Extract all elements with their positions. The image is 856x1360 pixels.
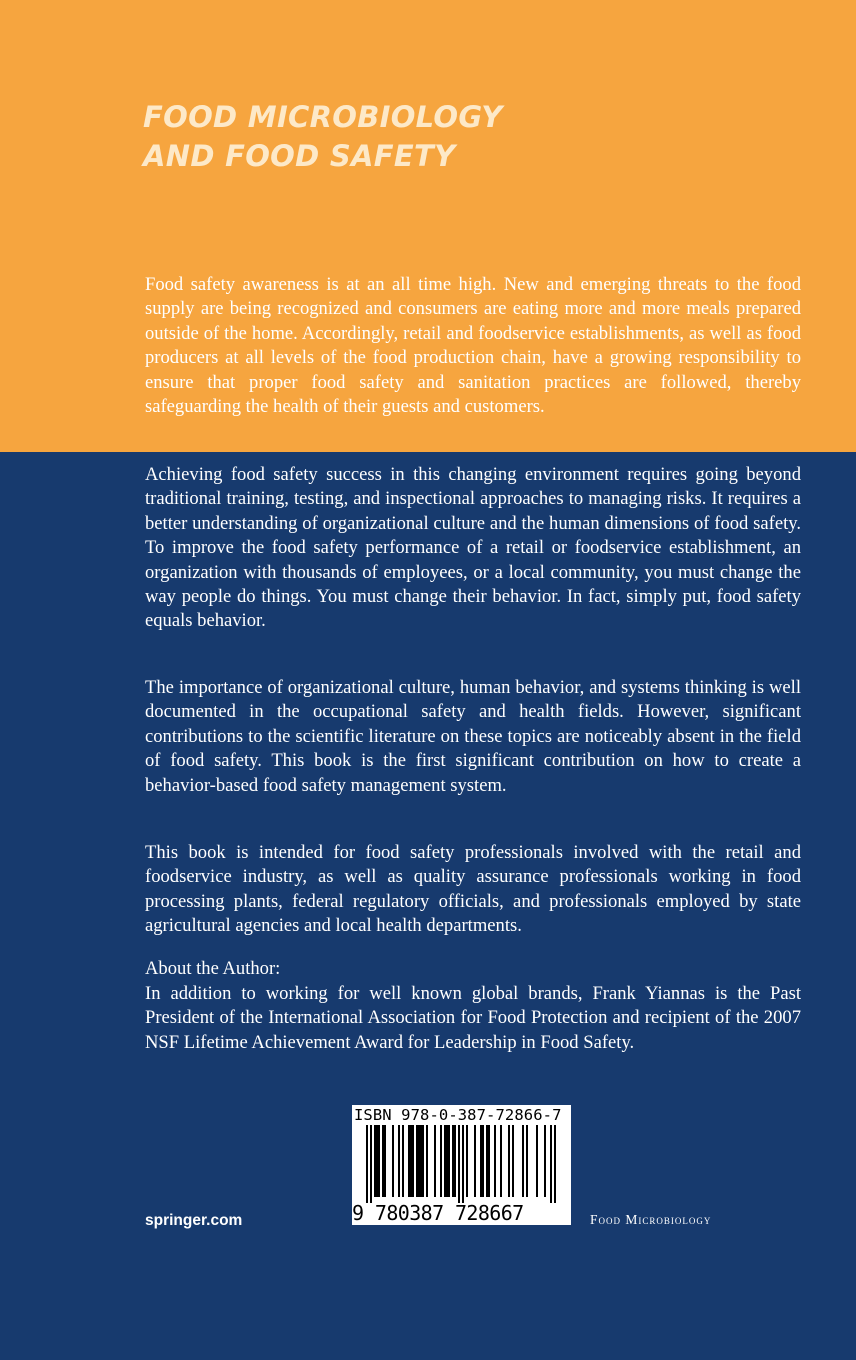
barcode-bar [408,1125,410,1197]
barcode-bar [550,1125,552,1203]
blurb-paragraph-4: This book is intended for food safety professionals involved with the retail and foodservice industry, as well as quality assurance professionals working in food processing plants, federal regulatory officials, and professionals employed by state agricultural agencies and local health departments. [145,842,801,937]
barcode-bar [378,1125,380,1197]
barcode-bar [482,1125,484,1197]
barcode-bar [420,1125,422,1197]
barcode-bar [536,1125,538,1197]
barcode-bar [416,1125,418,1197]
blurb-paragraph-2: Achieving food safety success in this changing environment requires going beyond traditional training, testing, and inspectional approaches to managing risks. It requires a better understanding of organizational culture and the human dimensions of food safety. To improve the food safety performance of a retail or foodservice establishment, an organization with thousands of employees, or a local community, you must change the way people do things. You must change their behavior. In fact, simply put, food safety equals behavior. [145,464,801,632]
barcode-bar [382,1125,384,1197]
barcode-bar [370,1125,372,1203]
barcode-bar [486,1125,488,1197]
about-author-heading: About the Author: [145,958,281,979]
barcode-bar [402,1125,404,1197]
barcode-bar [554,1125,556,1203]
barcode-bar [462,1125,464,1203]
barcode-bar [392,1125,394,1197]
barcode-bar [444,1125,446,1197]
barcode-bar [446,1125,448,1197]
barcode-bar [512,1125,514,1197]
ean-number: 9 780387 728667 [352,1201,524,1225]
barcode-bar [454,1125,456,1197]
blurb-paragraph-1: Food safety awareness is at an all time high. New and emerging threats to the food supply are being recognized and consumers are eating more and more meals prepared outside of the home. Accordingly, retail and foodservice establishments, as well as food producers at all levels of the food production chain, have a growing responsibility to ensure that proper food safety and sanitation practices are followed, thereby safeguarding the health of their guests and customers. [145,274,801,418]
barcode-bar [410,1125,412,1197]
series-title-line-2: AND FOOD SAFETY [143,139,456,173]
barcode-bar [398,1125,400,1197]
barcode-bar [374,1125,376,1197]
publisher-url[interactable]: springer.com [145,1212,243,1229]
series-title [143,98,503,176]
series-label: Food Microbiology [590,1212,712,1227]
barcode-bar [488,1125,490,1197]
barcode-bar [500,1125,502,1197]
barcode-bar [434,1125,436,1197]
barcode-bar [480,1125,482,1197]
barcode-bar [418,1125,420,1197]
barcode-bar [426,1125,428,1197]
barcode-bar [376,1125,378,1197]
barcode-bar [526,1125,528,1197]
barcode-bar [474,1125,476,1197]
barcode-bar [366,1125,368,1203]
isbn-label: ISBN 978-0-387-72866-7 [354,1106,562,1124]
barcode-bar [522,1125,524,1197]
barcode-bar [508,1125,510,1197]
barcode-bar [458,1125,460,1203]
isbn-barcode [352,1105,571,1225]
barcode-bars [352,1125,571,1203]
barcode-bar [384,1125,386,1197]
about-author-body: In addition to working for well known global brands, Frank Yiannas is the Past President of the International Association for Food Protection and recipient of the 2007 NSF Lifetime Achievement Award for Leadership in Food Safety. [145,983,801,1053]
blurb-paragraph-3: The importance of organizational culture, human behavior, and systems thinking is well documented in the occupational safety and health fields. However, significant contributions to the scientific literature on these topics are noticeably absent in the field of food safety. This book is the first significant contribution on how to create a behavior-based food safety management system. [145,677,801,796]
barcode-bar [412,1125,414,1197]
barcode-bar [452,1125,454,1197]
barcode-bar [422,1125,424,1197]
barcode-bar [440,1125,442,1197]
barcode-bar [494,1125,496,1197]
series-title-line-1: FOOD MICROBIOLOGY [143,100,503,134]
barcode-bar [448,1125,450,1197]
barcode-bar [544,1125,546,1197]
barcode-bar [466,1125,468,1197]
